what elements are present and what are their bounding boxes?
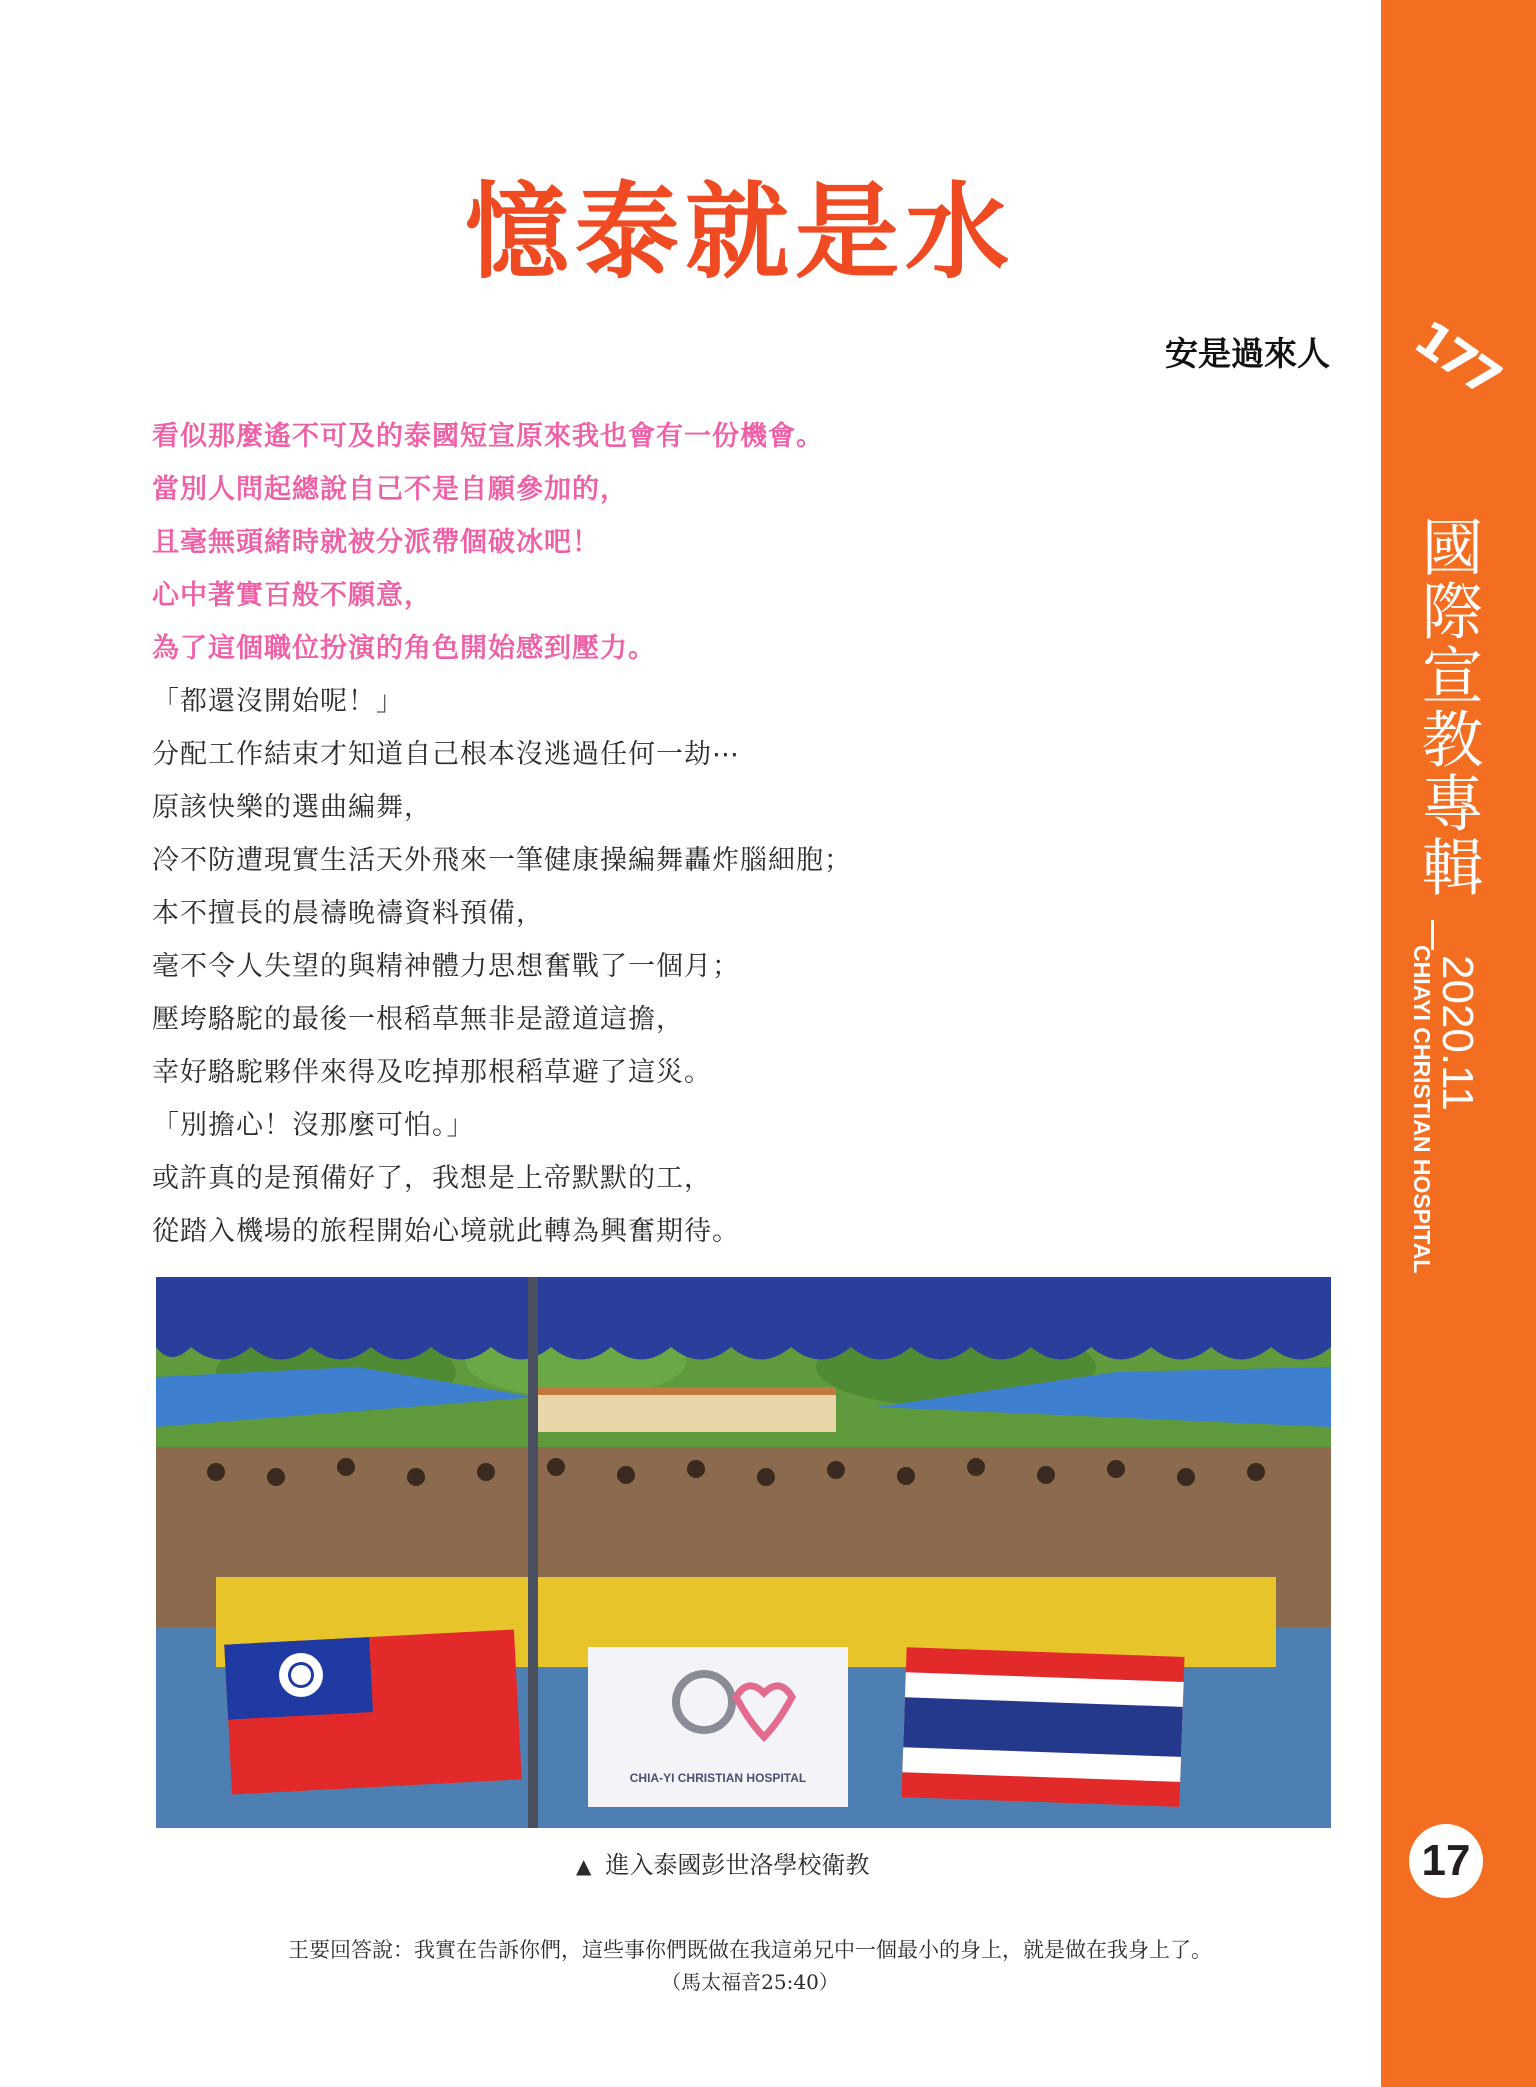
page-number: 17 [1409,1824,1483,1898]
caption-text: 進入泰國彭世洛學校衛教 [605,1851,870,1879]
poem-line: 當別人問起總說自己不是自願參加的， [152,474,628,505]
group-photo [156,1277,1331,1828]
poem-line: 本不擅長的晨禱晚禱資料預備， [152,898,544,929]
photo-caption [576,1845,976,1880]
caption-marker: ▲ [576,1854,592,1878]
author: 安是過來人 [1165,334,1330,373]
issue-date: 2020.11 [1433,955,1482,1111]
poem-line: 為了這個職位扮演的角色開始感到壓力。 [152,633,656,664]
issue-number: 177 [1403,310,1509,407]
poem-line: 毫不令人失望的與精神體力思想奮戰了一個月； [152,951,740,982]
poem-line: 分配工作結束才知道自己根本沒逃過任何一劫⋯ [152,739,740,770]
poem-line: 從踏入機場的旅程開始心境就此轉為興奮期待。 [152,1216,740,1247]
bible-verse: 王要回答說：我實在告訴你們，這些事你們既做在我這弟兄中一個最小的身上，就是做在我身上了。 [288,1938,1212,1962]
poem-line: 且毫無頭緒時就被分派帶個破冰吧！ [152,527,600,558]
article-body [152,410,1332,1258]
poem-line: 冷不防遭現實生活天外飛來一筆健康操編舞轟炸腦細胞； [152,845,852,876]
poem-line: 「都還沒開始呢！」 [152,686,404,717]
section-title: 國際宣教專輯 [1411,515,1484,899]
poem-line: 或許真的是預備好了，我想是上帝默默的工， [152,1163,712,1194]
verse-reference: （馬太福音25:40） [661,1970,839,1994]
poem-line: 原該快樂的選曲編舞， [152,792,432,823]
poem-line: 心中著實百般不願意， [152,580,432,611]
poem-line: 「別擔心！沒那麼可怕。」 [152,1110,475,1141]
article-title: 憶泰就是水 [464,170,1015,293]
poem-line: 壓垮駱駝的最後一根稻草無非是證道這擔， [152,1004,684,1035]
banner-text: CHIA-YI CHRISTIAN HOSPITAL [629,1771,807,1785]
poem-line: 幸好駱駝夥伴來得及吃掉那根稻草避了這災。 [152,1057,712,1088]
poem-line: 看似那麼遙不可及的泰國短宣原來我也會有一份機會。 [152,421,824,452]
hospital-name: CHIAYI CHRISTIAN HOSPITAL [1409,945,1435,1274]
